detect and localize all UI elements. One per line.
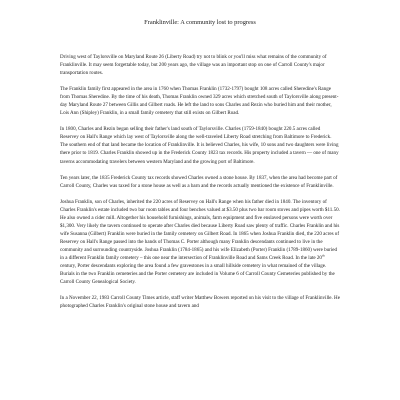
paragraph-3: In 1800, Charles and Rezin began selling their father's land south of Taylorsville. Charles (1759-1840) bought 220.5 acres called Reservey on Hall's Range which lay west of Taylorsville along the well-traveled Liberty Road stretching from Baltimore to Frederick. The southern end of that land became the location of Franklinville. It is believed Charles, his wife, 10 sons and two daughters were living there prior to 1819. Charles Franklin showed up in the Frederick County 1823 tax records. His property included a tavern — one of many taverns accommodating travelers between western Maryland and the growing port of Baltimore. <box>60 126 339 165</box>
document-title: Franklinville: A community lost to progress <box>144 19 256 26</box>
paragraph-5-tail: century, Porter descendants exploring the area found a few gravestones in a small hillside cemetery in what remained of the village. Burials in the two Franklin cemeteries and the Porter cemetery are included in Volume 6 of Carroll County Cemeteries published by the Carroll County Genealogical Society. <box>60 263 335 286</box>
paragraph-4: Ten years later, the 1835 Frederick County tax records showed Charles owned a stone house. By 1837, when the area had become part of Carroll County, Charles was taxed for a stone house as well as a barn and the records actually mentioned the existence of Franklinville. <box>60 174 338 189</box>
paragraph-6: In a November 22, 1983 Carroll County Times article, staff writer Matthew Bowers reported on his visit to the village of Franklinville. He photographed Charles Franklin's original stone house and tavern and <box>60 295 340 310</box>
paragraph-1: Driving west of Taylorsville on Maryland Route 26 (Liberty Road) try not to blink or you'll miss what remains of the community of Franklinville. It may seem forgettable today, but 200 years ago, the village was an important stop on one of Carroll County's major transportation routes. <box>60 54 327 77</box>
paragraph-5 <box>60 198 340 287</box>
paragraph-5-text: Joshua Franklin, son of Charles, inherited the 220 acres of Reservey on Hall's Range when his father died in 1840. The inventory of Charles Franklin's estate included two bar room tables and four benches valued at $3.50 plus two bar room stoves and pipes worth $11.50. He also owned a cider mill. Altogether his household furnishings, animals, farm equipment and five enslaved persons were worth over $1,300. Very likely the tavern continued to operate after Charles died because Liberty Road saw plenty of traffic. Charles Franklin and his wife Susanna (Gilbert) Franklin were buried in the family cemetery on Gilbert Road. In 1865 when Joshua Franklin died, the 220 acres of Reservey on Hall's Range passed into the hands of Thomas C. Porter although many Franklin descendants continued to live in the community and surrounding countryside. Joshua Franklin (1784-1865) and his wife Elizabeth (Porter) Franklin (1789-1860) were buried in a different Franklin family cemetery – this one near the intersection of Franklinville Road and Sams Creek Road. In the late 20 <box>60 198 340 261</box>
paragraph-2: The Franklin family first appeared in the area in 1760 when Thomas Franklin (1732-1797) bought 108 acres called Sheredine's Range from Thomas Sheredine. By the time of his death, Thomas Franklin owned 329 acres which stretched south of Taylorsville along present-day Maryland Route 27 between Gillis and Gilbert roads. He left the land to sons Charles and Rezin who buried him and their mother, Lois Ann (Shipley) Franklin, in a small family cemetery that still exists on Gilbert Road. <box>60 86 339 117</box>
superscript-th: th <box>321 253 325 258</box>
